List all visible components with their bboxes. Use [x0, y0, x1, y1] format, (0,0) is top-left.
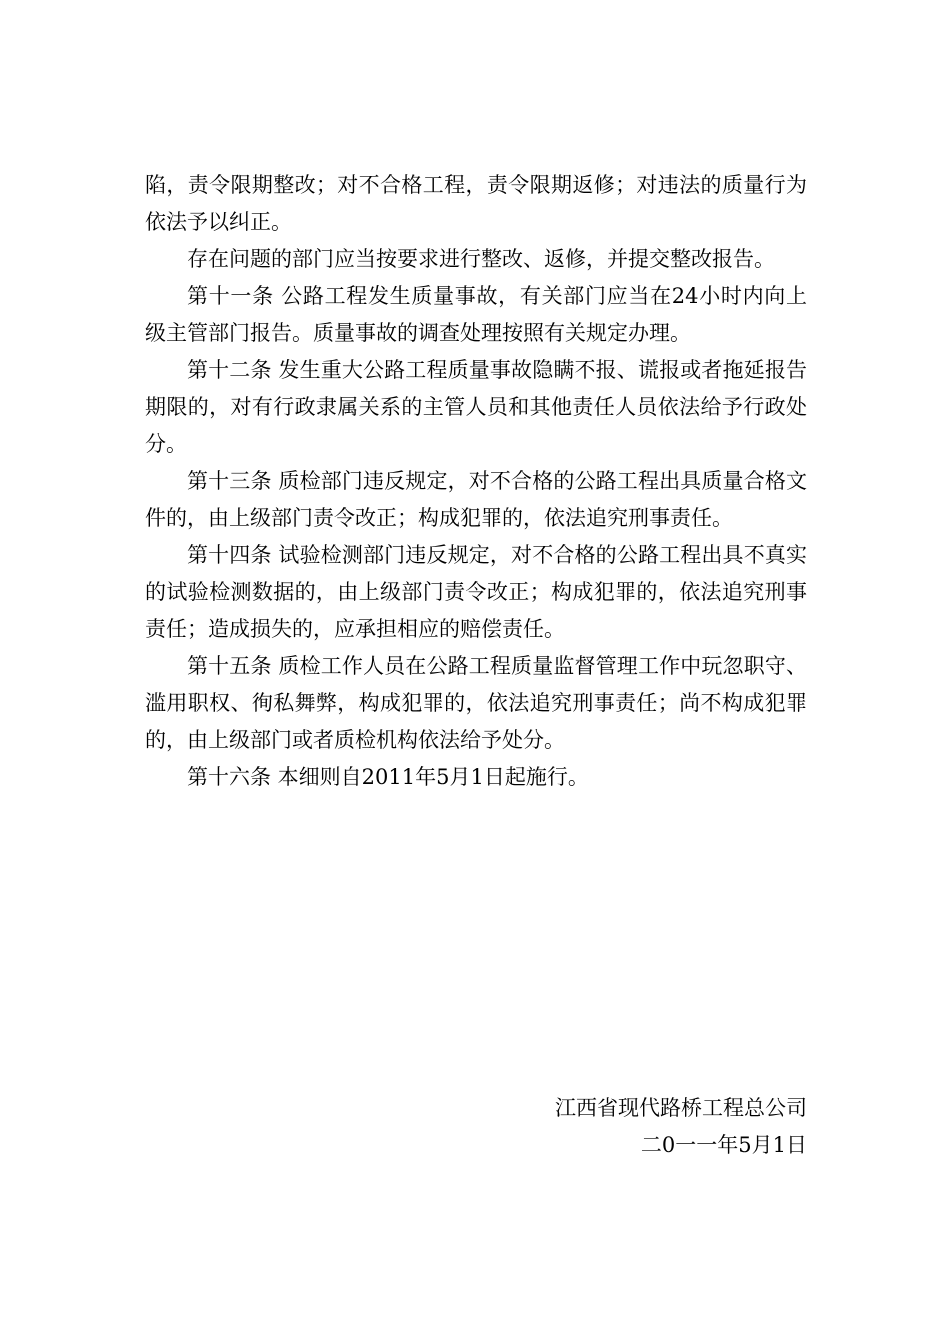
paragraph-rectification: 存在问题的部门应当按要求进行整改、返修，并提交整改报告。 — [187, 247, 775, 271]
signature-block — [555, 1090, 807, 1164]
document-body — [145, 167, 807, 796]
article-13: 第十三条 质检部门违反规定，对不合格的公路工程出具质量合格文件的，由上级部门责令改正；构成犯罪的，依法追究刑事责任。 — [145, 469, 807, 530]
article-14: 第十四条 试验检测部门违反规定，对不合格的公路工程出具不真实的试验检测数据的，由上级部门责令改正；构成犯罪的，依法追究刑事责任；造成损失的，应承担相应的赔偿责任。 — [145, 543, 807, 641]
signature-date: 二0一一年5月1日 — [640, 1133, 807, 1157]
article-16: 第十六条 本细则自2011年5月1日起施行。 — [187, 765, 589, 789]
paragraph-continuation: 陷，责令限期整改；对不合格工程，责令限期返修；对违法的质量行为依法予以纠正。 — [145, 173, 807, 234]
article-15: 第十五条 质检工作人员在公路工程质量监督管理工作中玩忽职守、滥用职权、徇私舞弊，构成犯罪的，依法追究刑事责任；尚不构成犯罪的，由上级部门或者质检机构依法给予处分。 — [145, 654, 807, 752]
article-11: 第十一条 公路工程发生质量事故，有关部门应当在24小时内向上级主管部门报告。质量事故的调查处理按照有关规定办理。 — [145, 284, 807, 345]
signature-organization: 江西省现代路桥工程总公司 — [555, 1096, 807, 1120]
article-12: 第十二条 发生重大公路工程质量事故隐瞒不报、谎报或者拖延报告期限的，对有行政隶属关系的主管人员和其他责任人员依法给予行政处分。 — [145, 358, 807, 456]
